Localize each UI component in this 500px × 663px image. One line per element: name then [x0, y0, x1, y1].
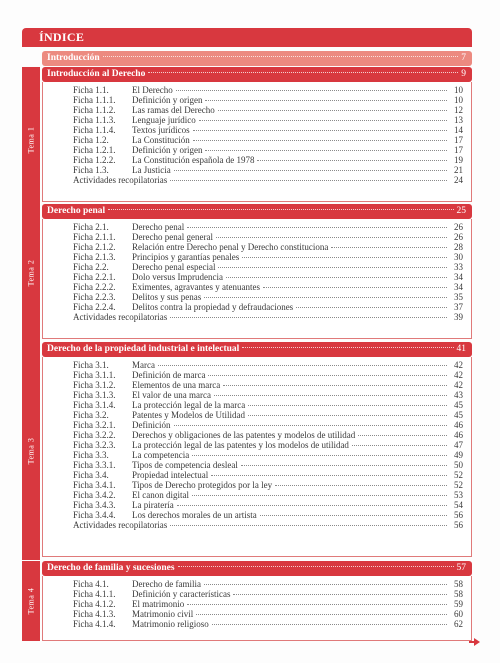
toc-entry[interactable] [73, 490, 463, 500]
entry-number: Ficha 4.1.4. [73, 619, 116, 629]
entry-title: Derecho penal general [132, 232, 213, 242]
toc-entry[interactable] [73, 232, 463, 242]
dot-leader [158, 365, 447, 366]
dot-leader [242, 257, 447, 258]
entry-page: 60 [454, 609, 463, 619]
entry-number: Ficha 3.1. [73, 360, 109, 370]
entry-page: 19 [454, 155, 463, 165]
dot-leader [193, 140, 447, 141]
entry-label: Introducción [47, 53, 100, 63]
tema-4-tab [22, 561, 40, 641]
toc-entry-introduccion[interactable] [42, 51, 472, 66]
toc-entry[interactable] [73, 609, 463, 619]
dot-leader [260, 515, 447, 516]
entry-page: 59 [454, 599, 463, 609]
entry-page: 30 [454, 252, 463, 262]
dot-leader [296, 307, 447, 308]
tema-3-section [42, 357, 472, 557]
dot-leader [204, 584, 447, 585]
entry-number: Ficha 1.1.4. [73, 125, 116, 135]
entry-page: 58 [454, 589, 463, 599]
entry-page: 42 [454, 360, 463, 370]
entry-page: 17 [454, 145, 463, 155]
dot-leader [214, 395, 447, 396]
entry-page: 54 [454, 500, 463, 510]
entry-number: Ficha 3.3.1. [73, 460, 116, 470]
dot-leader [223, 385, 447, 386]
tema-2-tab-label: Tema 2 [26, 259, 36, 287]
entry-page: 37 [454, 302, 463, 312]
entry-page: 42 [454, 370, 463, 380]
entry-title: La competencia [132, 450, 190, 460]
tema-4-header[interactable] [42, 561, 472, 576]
toc-entry[interactable] [73, 272, 463, 282]
page-title: ÍNDICE [22, 28, 472, 47]
toc-entry[interactable] [73, 135, 463, 145]
entry-title: Patentes y Modelos de Utilidad [132, 410, 245, 420]
toc-entry[interactable] [73, 430, 463, 440]
entry-title: Matrimonio civil [132, 609, 194, 619]
entry-number: Ficha 3.2.1. [73, 420, 116, 430]
entry-number: Ficha 3.2. [73, 410, 109, 420]
activities-page: 24 [454, 175, 463, 185]
dot-leader [199, 120, 447, 121]
toc-entry[interactable] [73, 242, 463, 252]
toc-entry[interactable] [73, 410, 463, 420]
entry-title: Tipos de Derecho protegidos por la ley [132, 480, 273, 490]
toc-entry[interactable] [73, 115, 463, 125]
entry-page: 58 [454, 579, 463, 589]
activities-entry[interactable] [73, 520, 463, 530]
toc-entry[interactable] [73, 125, 463, 135]
toc-entry[interactable] [73, 390, 463, 400]
tema-1-rows [43, 82, 471, 185]
entry-number: Ficha 3.2.3. [73, 440, 116, 450]
entry-title: Las ramas del Derecho [132, 105, 215, 115]
entry-title: Derechos y obligaciones de las patentes y modelos de utilidad [132, 430, 356, 440]
entry-title: Definición [132, 420, 171, 430]
dot-leader [205, 150, 447, 151]
dot-leader [241, 465, 447, 466]
dot-leader [248, 405, 447, 406]
entry-number: Ficha 3.1.2. [73, 380, 116, 390]
toc-entry[interactable] [73, 252, 463, 262]
entry-title: Principios y garantías penales [132, 252, 240, 262]
dot-leader [176, 90, 447, 91]
entry-title: Marca [132, 360, 155, 370]
entry-page: 45 [454, 410, 463, 420]
entry-page: 10 [454, 85, 463, 95]
entry-title: Elementos de una marca [132, 380, 221, 390]
entry-title: Derecho penal [132, 222, 185, 232]
toc-entry[interactable] [73, 292, 463, 302]
entry-title: Delitos contra la propiedad y defraudaciones [132, 302, 294, 312]
entry-number: Ficha 4.1. [73, 579, 109, 589]
dot-leader [174, 170, 447, 171]
entry-page: 62 [454, 619, 463, 629]
entry-title: Eximentes, agravantes y atenuantes [132, 282, 260, 292]
entry-number: Ficha 3.1.1. [73, 370, 116, 380]
tema-1-title: Introducción al Derecho [47, 69, 146, 79]
dot-leader [170, 317, 447, 318]
entry-title: Textos jurídicos [132, 125, 190, 135]
entry-page: 46 [454, 430, 463, 440]
entry-title: El Derecho [132, 85, 173, 95]
entry-title: La protección legal de la marca [132, 400, 246, 410]
dot-leader [218, 267, 447, 268]
toc-entry[interactable] [73, 155, 463, 165]
toc-entry[interactable] [73, 619, 463, 629]
entry-title: Derecho penal especial [132, 262, 216, 272]
dot-leader [263, 287, 447, 288]
entry-title: El canon digital [132, 490, 189, 500]
entry-number: Ficha 1.2.2. [73, 155, 116, 165]
dot-leader [187, 604, 447, 605]
tema-3-page: 41 [456, 344, 466, 354]
toc-entry[interactable] [73, 400, 463, 410]
entry-title: El valor de una marca [132, 390, 211, 400]
entry-page: 50 [454, 460, 463, 470]
activities-page: 56 [454, 520, 463, 530]
entry-title: La Constitución española de 1978 [132, 155, 255, 165]
entry-title: La protección legal de las patentes y los modelos de utilidad [132, 440, 349, 450]
tema-4-rows [43, 576, 471, 629]
toc-entry[interactable] [73, 165, 463, 175]
entry-number: Ficha 2.2. [73, 262, 109, 272]
toc-entry[interactable] [73, 599, 463, 609]
dot-leader [108, 209, 453, 210]
tema-4-tab-label: Tema 4 [26, 587, 36, 615]
entry-number: Ficha 1.2.1. [73, 145, 116, 155]
entry-title: Definición de marca [132, 370, 206, 380]
next-page-arrow-icon[interactable] [474, 638, 480, 646]
entry-title: La Justicia [132, 165, 171, 175]
activities-label: Actividades recopilatorias [73, 312, 168, 322]
toc-entry[interactable] [73, 222, 463, 232]
dot-leader [205, 100, 447, 101]
entry-number: Ficha 1.1.3. [73, 115, 116, 125]
toc-entry[interactable] [73, 579, 463, 589]
entry-number: Ficha 3.4. [73, 470, 109, 480]
entry-page: 43 [454, 390, 463, 400]
dot-leader [192, 495, 447, 496]
entry-number: Ficha 2.1. [73, 222, 109, 232]
dot-leader [226, 277, 447, 278]
entry-page: 52 [454, 480, 463, 490]
dot-leader [275, 485, 447, 486]
dot-leader [148, 72, 458, 73]
entry-title: Los derechos morales de un artista [132, 510, 257, 520]
tema-3-tab [22, 342, 40, 560]
tema-2-tab [22, 204, 40, 342]
entry-number: Ficha 1.1.2. [73, 105, 116, 115]
dot-leader [174, 425, 448, 426]
entry-page: 26 [454, 222, 463, 232]
entry-page: 46 [454, 420, 463, 430]
dot-leader [193, 130, 447, 131]
entry-page: 34 [454, 272, 463, 282]
entry-page: 49 [454, 450, 463, 460]
tema-3-rows [43, 357, 471, 530]
toc-entry[interactable] [73, 440, 463, 450]
entry-title: Propiedad intelectual [132, 470, 209, 480]
dot-leader [352, 445, 447, 446]
entry-page: 17 [454, 135, 463, 145]
entry-number: Ficha 3.1.4. [73, 400, 116, 410]
entry-number: Ficha 2.2.1. [73, 272, 116, 282]
dot-leader [218, 110, 447, 111]
entry-page: 35 [454, 292, 463, 302]
entry-page: 26 [454, 232, 463, 242]
entry-title: Delitos y sus penas [132, 292, 202, 302]
entry-number: Ficha 3.4.4. [73, 510, 116, 520]
tema-2-page: 25 [456, 206, 466, 216]
dot-leader [331, 247, 447, 248]
toc-entry[interactable] [73, 370, 463, 380]
dot-leader [248, 415, 447, 416]
dot-leader [187, 227, 447, 228]
entry-number: Ficha 3.4.3. [73, 500, 116, 510]
entry-title: Definición y características [132, 589, 231, 599]
toc-entry[interactable] [73, 282, 463, 292]
entry-number: Ficha 4.1.3. [73, 609, 116, 619]
dot-leader [170, 525, 447, 526]
dot-leader [216, 237, 447, 238]
dot-leader [177, 505, 447, 506]
entry-page: 10 [454, 95, 463, 105]
entry-number: Ficha 3.4.1. [73, 480, 116, 490]
entry-number: Ficha 2.1.1. [73, 232, 116, 242]
entry-title: Derecho de familia [132, 579, 201, 589]
entry-number: Ficha 4.1.2. [73, 599, 116, 609]
entry-page: 7 [461, 53, 466, 63]
tema-1-section [42, 82, 472, 202]
tema-2-section [42, 219, 472, 339]
dot-leader [192, 455, 447, 456]
dot-leader [196, 614, 447, 615]
entry-number: Ficha 2.2.2. [73, 282, 116, 292]
entry-number: Ficha 2.1.2. [73, 242, 116, 252]
dot-leader [211, 475, 447, 476]
activities-entry[interactable] [73, 175, 463, 185]
tema-3-title: Derecho de la propiedad industrial e intelectual [47, 344, 240, 354]
tema-4-page: 57 [456, 563, 466, 573]
toc-entry[interactable] [73, 510, 463, 520]
activities-label: Actividades recopilatorias [73, 520, 168, 530]
entry-page: 12 [454, 105, 463, 115]
entry-title: Lenguaje jurídico [132, 115, 196, 125]
tema-3-header[interactable] [42, 342, 472, 357]
entry-page: 34 [454, 282, 463, 292]
entry-number: Ficha 1.1. [73, 85, 109, 95]
entry-number: Ficha 1.1.1. [73, 95, 116, 105]
tema-1-header[interactable] [42, 67, 472, 82]
entry-page: 56 [454, 510, 463, 520]
tema-1-tab-label: Tema 1 [26, 126, 36, 154]
entry-title: Tipos de competencia desleal [132, 460, 238, 470]
toc-entry[interactable] [73, 145, 463, 155]
toc-entry[interactable] [73, 480, 463, 490]
entry-title: Relación entre Derecho penal y Derecho constituciona [132, 242, 329, 252]
entry-number: Ficha 1.3. [73, 165, 109, 175]
entry-title: El matrimonio [132, 599, 185, 609]
tema-3-tab-label: Tema 3 [26, 437, 36, 465]
entry-page: 28 [454, 242, 463, 252]
entry-number: Ficha 2.1.3. [73, 252, 116, 262]
dot-leader [208, 375, 447, 376]
toc-entry[interactable] [73, 460, 463, 470]
entry-page: 47 [454, 440, 463, 450]
dot-leader [212, 624, 447, 625]
toc-entry[interactable] [73, 105, 463, 115]
toc-entry[interactable] [73, 380, 463, 390]
entry-title: Definición y origen [132, 145, 203, 155]
entry-title: La piratería [132, 500, 174, 510]
entry-page: 21 [454, 165, 463, 175]
toc-entry[interactable] [73, 262, 463, 272]
entry-number: Ficha 4.1.1. [73, 589, 116, 599]
toc-entry[interactable] [73, 500, 463, 510]
entry-page: 53 [454, 490, 463, 500]
entry-number: Ficha 1.2. [73, 135, 109, 145]
entry-number: Ficha 2.2.4. [73, 302, 116, 312]
tema-2-title: Derecho penal [47, 206, 106, 216]
dot-leader [170, 180, 447, 181]
toc-entry[interactable] [73, 420, 463, 430]
dot-leader [204, 297, 447, 298]
entry-page: 45 [454, 400, 463, 410]
entry-title: Matrimonio religioso [132, 619, 209, 629]
dot-leader [178, 566, 454, 567]
entry-title: Dolo versus Imprudencia [132, 272, 223, 282]
toc-entry[interactable] [73, 360, 463, 370]
entry-page: 52 [454, 470, 463, 480]
entry-page: 13 [454, 115, 463, 125]
activities-entry[interactable] [73, 312, 463, 322]
toc-entry[interactable] [73, 450, 463, 460]
entry-number: Ficha 3.3. [73, 450, 109, 460]
entry-page: 42 [454, 380, 463, 390]
tema-2-rows [43, 219, 471, 322]
tema-1-tab [22, 67, 40, 213]
toc-entry[interactable] [73, 589, 463, 599]
dot-leader [257, 160, 447, 161]
dot-leader [233, 594, 447, 595]
entry-page: 14 [454, 125, 463, 135]
tema-1-page: 9 [461, 69, 466, 79]
entry-number: Ficha 3.1.3. [73, 390, 116, 400]
entry-number: Ficha 2.2.3. [73, 292, 116, 302]
tema-2-header[interactable] [42, 204, 472, 219]
toc-entry[interactable] [73, 95, 463, 105]
dot-leader [103, 56, 459, 57]
entry-number: Ficha 3.4.2. [73, 490, 116, 500]
dot-leader [358, 435, 447, 436]
entry-page: 33 [454, 262, 463, 272]
activities-label: Actividades recopilatorias [73, 175, 168, 185]
entry-title: Definición y origen [132, 95, 203, 105]
tema-4-title: Derecho de familia y sucesiones [47, 563, 175, 573]
toc-entry[interactable] [73, 470, 463, 480]
entry-title: La Constitución [132, 135, 190, 145]
toc-entry[interactable] [73, 302, 463, 312]
entry-number: Ficha 3.2.2. [73, 430, 116, 440]
activities-page: 39 [454, 312, 463, 322]
dot-leader [242, 347, 453, 348]
toc-entry[interactable] [73, 85, 463, 95]
tema-4-section [42, 576, 472, 641]
